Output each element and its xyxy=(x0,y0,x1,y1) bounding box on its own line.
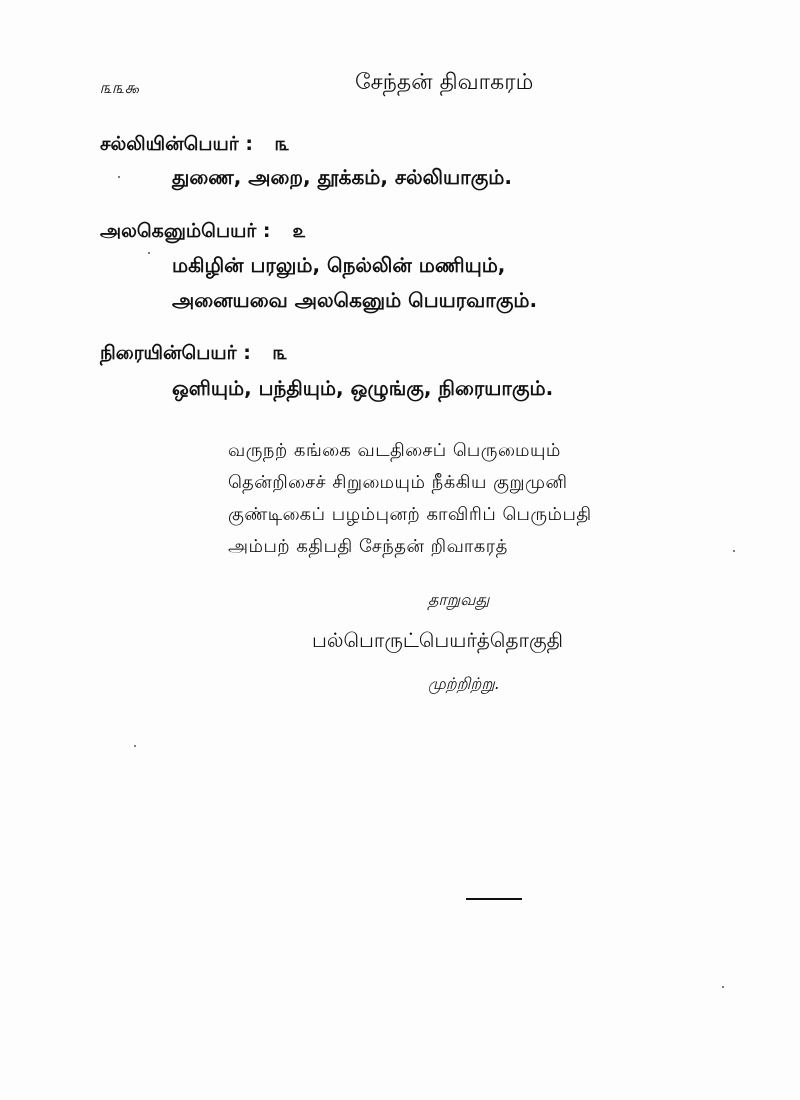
entry-count: ௩ xyxy=(272,342,288,364)
entry-heading-label: சல்லியின்பெயர் : xyxy=(100,133,253,155)
colophon-section-title: பல்பொருட்பெயர்த்தொகுதி xyxy=(312,628,563,652)
closing-verse-line: குண்டிகைப் பழம்புனற் காவிரிப் பெரும்பதி xyxy=(228,504,592,525)
entry-heading-label: நிரையின்பெயர் : xyxy=(100,342,251,364)
colophon-line-1: தாறுவது xyxy=(428,590,490,609)
closing-verse-line: வருநற் கங்கை வடதிசைப் பெருமையும் xyxy=(228,440,561,461)
colophon-line-3: முற்றிற்று. xyxy=(428,674,500,693)
scan-speck xyxy=(148,252,150,254)
entry-verse-line: மகிழின் பரலும், நெல்லின் மணியும், xyxy=(172,253,506,277)
running-title: சேந்தன் திவாகரம் xyxy=(355,70,534,95)
scan-speck xyxy=(134,745,136,747)
entry-heading-label: அலகெனும்பெயர் : xyxy=(100,220,271,242)
scan-speck xyxy=(118,176,120,178)
scan-speck xyxy=(722,986,724,988)
entry-verse-line: அனையவை அலகெனும் பெயரவாகும். xyxy=(172,288,538,312)
end-rule xyxy=(466,898,522,900)
closing-verse-line: தென்றிசைச் சிறுமையும் நீக்கிய குறுமுனி xyxy=(228,472,568,493)
page-number: ௩௩௯ xyxy=(100,78,140,97)
entry-count: ௨ xyxy=(292,220,306,242)
closing-verse-line: அம்பற் கதிபதி சேந்தன் றிவாகரத் xyxy=(228,536,508,557)
entry-heading xyxy=(100,220,306,245)
entry-count: ௩ xyxy=(274,133,290,155)
entry-verse-line: துணை, அறை, தூக்கம், சல்லியாகும். xyxy=(172,165,512,189)
scan-speck xyxy=(733,550,735,552)
entry-heading xyxy=(100,342,287,367)
entry-verse-line: ஒளியும், பந்தியும், ஒழுங்கு, நிரையாகும். xyxy=(172,376,554,400)
entry-heading xyxy=(100,133,289,158)
